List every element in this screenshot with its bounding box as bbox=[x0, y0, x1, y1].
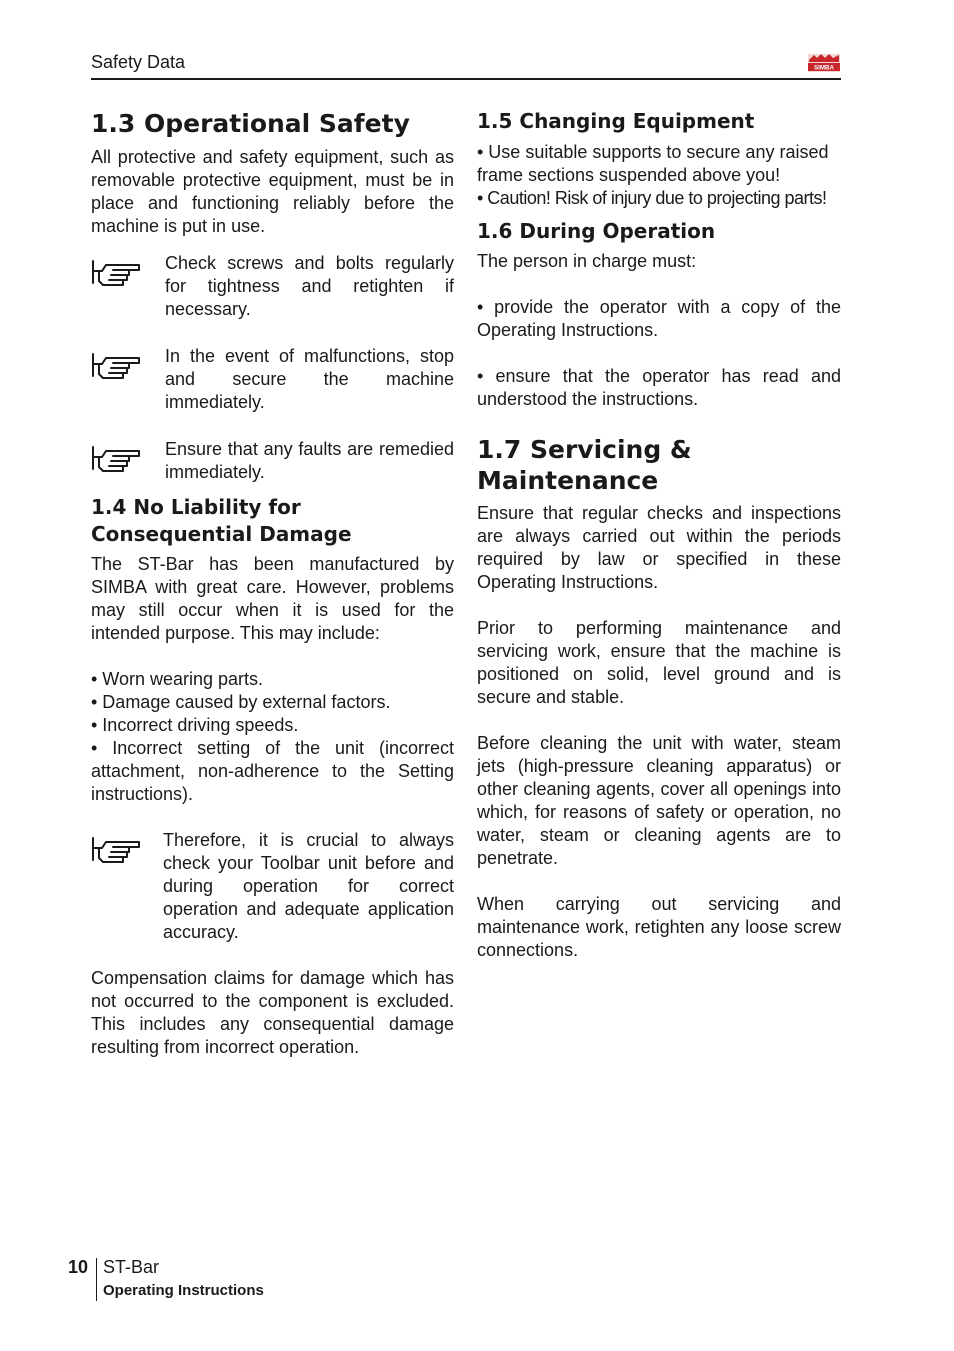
pointing-hand-icon bbox=[91, 834, 143, 864]
note-screws-text: Check screws and bolts regularly for tightness and retighten if necessary. bbox=[165, 253, 454, 319]
person-in-charge-text: The person in charge must: bbox=[477, 251, 697, 271]
heading-servicing-line1: 1.7 Servicing & bbox=[477, 435, 692, 464]
regular-checks-text: Ensure that regular checks and inspections are always carried out within the periods required by law or specified in these Operating Instructions. bbox=[477, 503, 841, 592]
note-check-unit bbox=[91, 829, 454, 944]
heading-no-liability-line2: Consequential Damage bbox=[91, 522, 352, 546]
note-malfunctions bbox=[91, 345, 454, 414]
caution-text: • Caution! Risk of injury due to projecting parts! bbox=[477, 188, 827, 208]
bullet-item: • Incorrect setting of the unit (incorrect attachment, non-adherence to the Setting instructions). bbox=[91, 738, 454, 804]
note-check-unit-text: Therefore, it is crucial to always check your Toolbar unit before and during operation for correct operation and adequate application accuracy. bbox=[163, 830, 454, 942]
footer-doc-type: Operating Instructions bbox=[103, 1282, 264, 1299]
compensation-claims-text: Compensation claims for damage which has not occurred to the component is excluded. This includes any consequential damage resulting from incorrect operation. bbox=[91, 968, 454, 1057]
heading-servicing-line2: Maintenance bbox=[477, 466, 659, 495]
section-title: Safety Data bbox=[91, 52, 186, 72]
operational-safety-intro: All protective and safety equipment, such as removable protective equipment, must be in place and functioning reliably before the machine is put in use. bbox=[91, 147, 454, 236]
heading-no-liability-line1: 1.4 No Liability for bbox=[91, 495, 301, 519]
page-header bbox=[91, 52, 841, 80]
note-malfunctions-text: In the event of malfunctions, stop and secure the machine immediately. bbox=[165, 346, 454, 412]
bullet-item: • Worn wearing parts. bbox=[91, 669, 264, 689]
heading-changing-equipment: 1.5 Changing Equipment bbox=[477, 109, 755, 133]
pointing-hand-icon bbox=[91, 257, 143, 287]
supports-text: • Use suitable supports to secure any raised frame sections suspended above you! bbox=[477, 142, 829, 185]
no-liability-intro: The ST-Bar has been manufactured by SIMBA with great care. However, problems may still occur when it is used for the intended purpose. This may include: bbox=[91, 554, 454, 643]
heading-servicing-maintenance bbox=[477, 434, 841, 496]
note-screws bbox=[91, 252, 454, 321]
note-faults-text: Ensure that any faults are remedied immediately. bbox=[165, 439, 454, 482]
bullet-item: • Incorrect driving speeds. bbox=[91, 715, 299, 735]
heading-operational-safety: 1.3 Operational Safety bbox=[91, 109, 410, 138]
svg-text:SIMBA: SIMBA bbox=[814, 64, 834, 72]
pointing-hand-icon bbox=[91, 443, 143, 473]
pointing-hand-icon bbox=[91, 350, 143, 380]
note-faults bbox=[91, 438, 454, 484]
provide-copy-text: • provide the operator with a copy of the Operating Instructions. bbox=[477, 297, 841, 340]
simba-logo bbox=[808, 54, 840, 72]
bullet-item: • Damage caused by external factors. bbox=[91, 692, 391, 712]
page-number: 10 bbox=[68, 1257, 89, 1277]
retighten-text: When carrying out servicing and maintenance work, retighten any loose screw connections. bbox=[477, 894, 841, 960]
footer-divider bbox=[96, 1258, 97, 1301]
left-column bbox=[91, 108, 454, 1059]
heading-during-operation: 1.6 During Operation bbox=[477, 219, 716, 243]
footer-model: ST-Bar bbox=[103, 1257, 160, 1277]
cleaning-text: Before cleaning the unit with water, steam jets (high-pressure cleaning apparatus) or other cleaning agents, cover all openings into which, for reasons of safety or operation, no water, steam or cleaning agents are to penetrate. bbox=[477, 733, 841, 868]
prior-maintenance-text: Prior to performing maintenance and servicing work, ensure that the machine is positioned on solid, level ground and is secure and stable. bbox=[477, 618, 841, 707]
ensure-read-text: • ensure that the operator has read and understood the instructions. bbox=[477, 366, 841, 409]
right-column bbox=[477, 108, 841, 962]
heading-no-liability bbox=[91, 494, 454, 548]
